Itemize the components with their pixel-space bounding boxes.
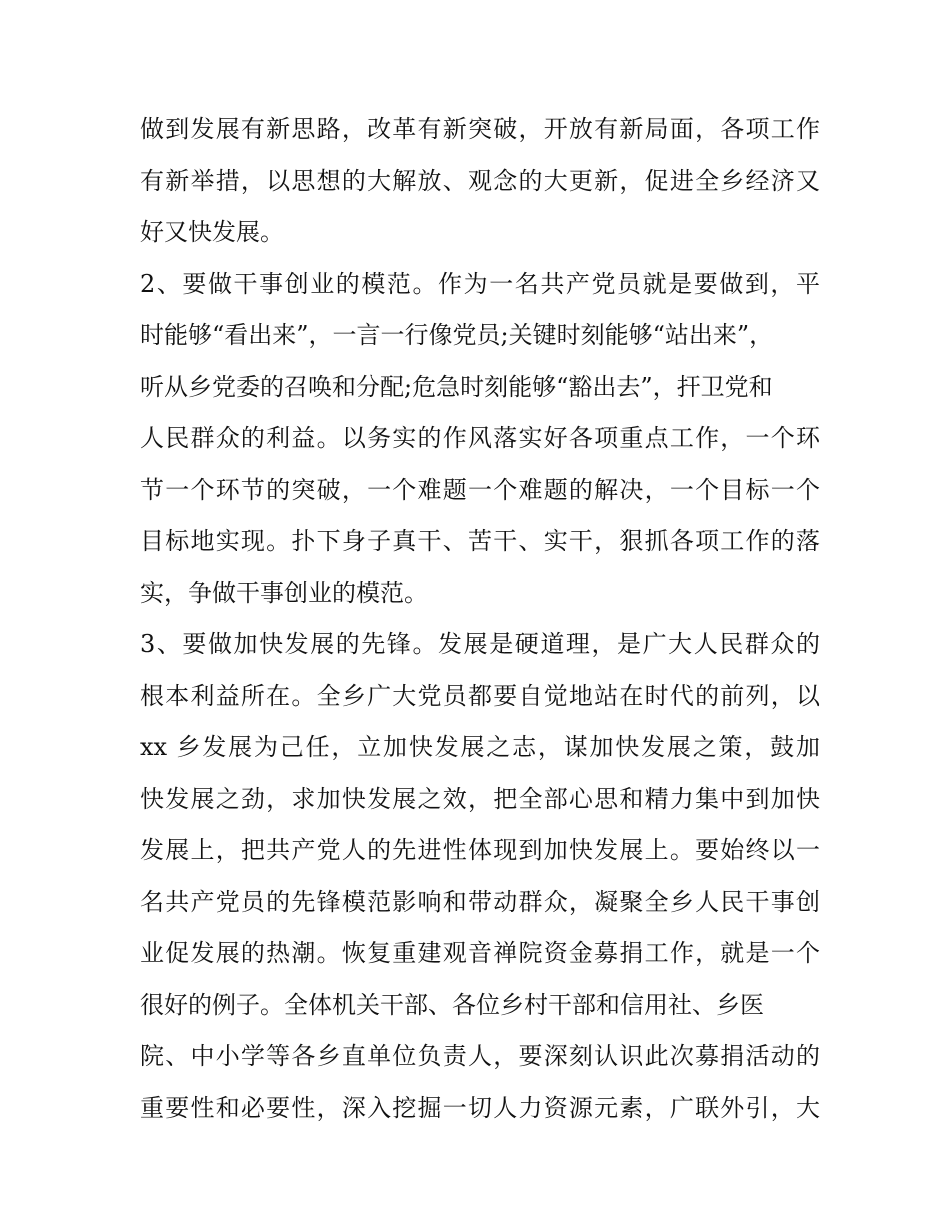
- text-line: xx 乡发展为己任，立加快发展之志，谋加快发展之策，鼓加: [140, 733, 820, 761]
- text-line: 快发展之劲，求加快发展之效，把全部心思和精力集中到加快: [140, 784, 820, 813]
- text-line: 实，争做干事创业的模范。: [140, 578, 428, 607]
- text-line: 名共产党员的先锋模范影响和带动群众，凝聚全乡人民干事创: [140, 887, 820, 916]
- text-line: 人民群众的利益。以务实的作风落实好各项重点工作，一个环: [140, 424, 820, 452]
- text-line: 很好的例子。全体机关干部、各位乡村干部和信用社、乡医: [140, 990, 764, 1019]
- body-text: [140, 104, 820, 1134]
- text-line: 做到发展有新思路，改革有新突破，开放有新局面，各项工作: [140, 115, 820, 143]
- text-line: 好又快发展。: [140, 218, 284, 246]
- text-line: 院、中小学等各乡直单位负责人，要深刻认识此次募捐活动的: [140, 1042, 820, 1070]
- text-line: 目标地实现。扑下身子真干、苦干、实干，狠抓各项工作的落: [140, 527, 820, 555]
- text-line: 3、要做加快发展的先锋。发展是硬道理，是广大人民群众的: [140, 630, 820, 658]
- text-line: 听从乡党委的召唤和分配;危急时刻能够“豁出去”，扞卫党和: [140, 372, 773, 401]
- text-line: 发展上，把共产党人的先进性体现到加快发展上。要始终以一: [140, 836, 820, 864]
- text-line: 根本利益所在。全乡广大党员都要自觉地站在时代的前列，以: [140, 681, 820, 710]
- text-line: 时能够“看出来”，一言一行像党员;关键时刻能够“站出来”，: [140, 321, 774, 349]
- text-line: 2、要做干事创业的模范。作为一名共产党员就是要做到，平: [140, 269, 820, 298]
- text-line: 有新举措，以思想的大解放、观念的大更新，促进全乡经济又: [140, 166, 820, 195]
- text-line: 业促发展的热潮。恢复重建观音禅院资金募捐工作，就是一个: [140, 939, 820, 967]
- text-line: 重要性和必要性，深入挖掘一切人力资源元素，广联外引，大: [140, 1093, 820, 1122]
- text-line: 节一个环节的突破，一个难题一个难题的解决，一个目标一个: [140, 475, 820, 504]
